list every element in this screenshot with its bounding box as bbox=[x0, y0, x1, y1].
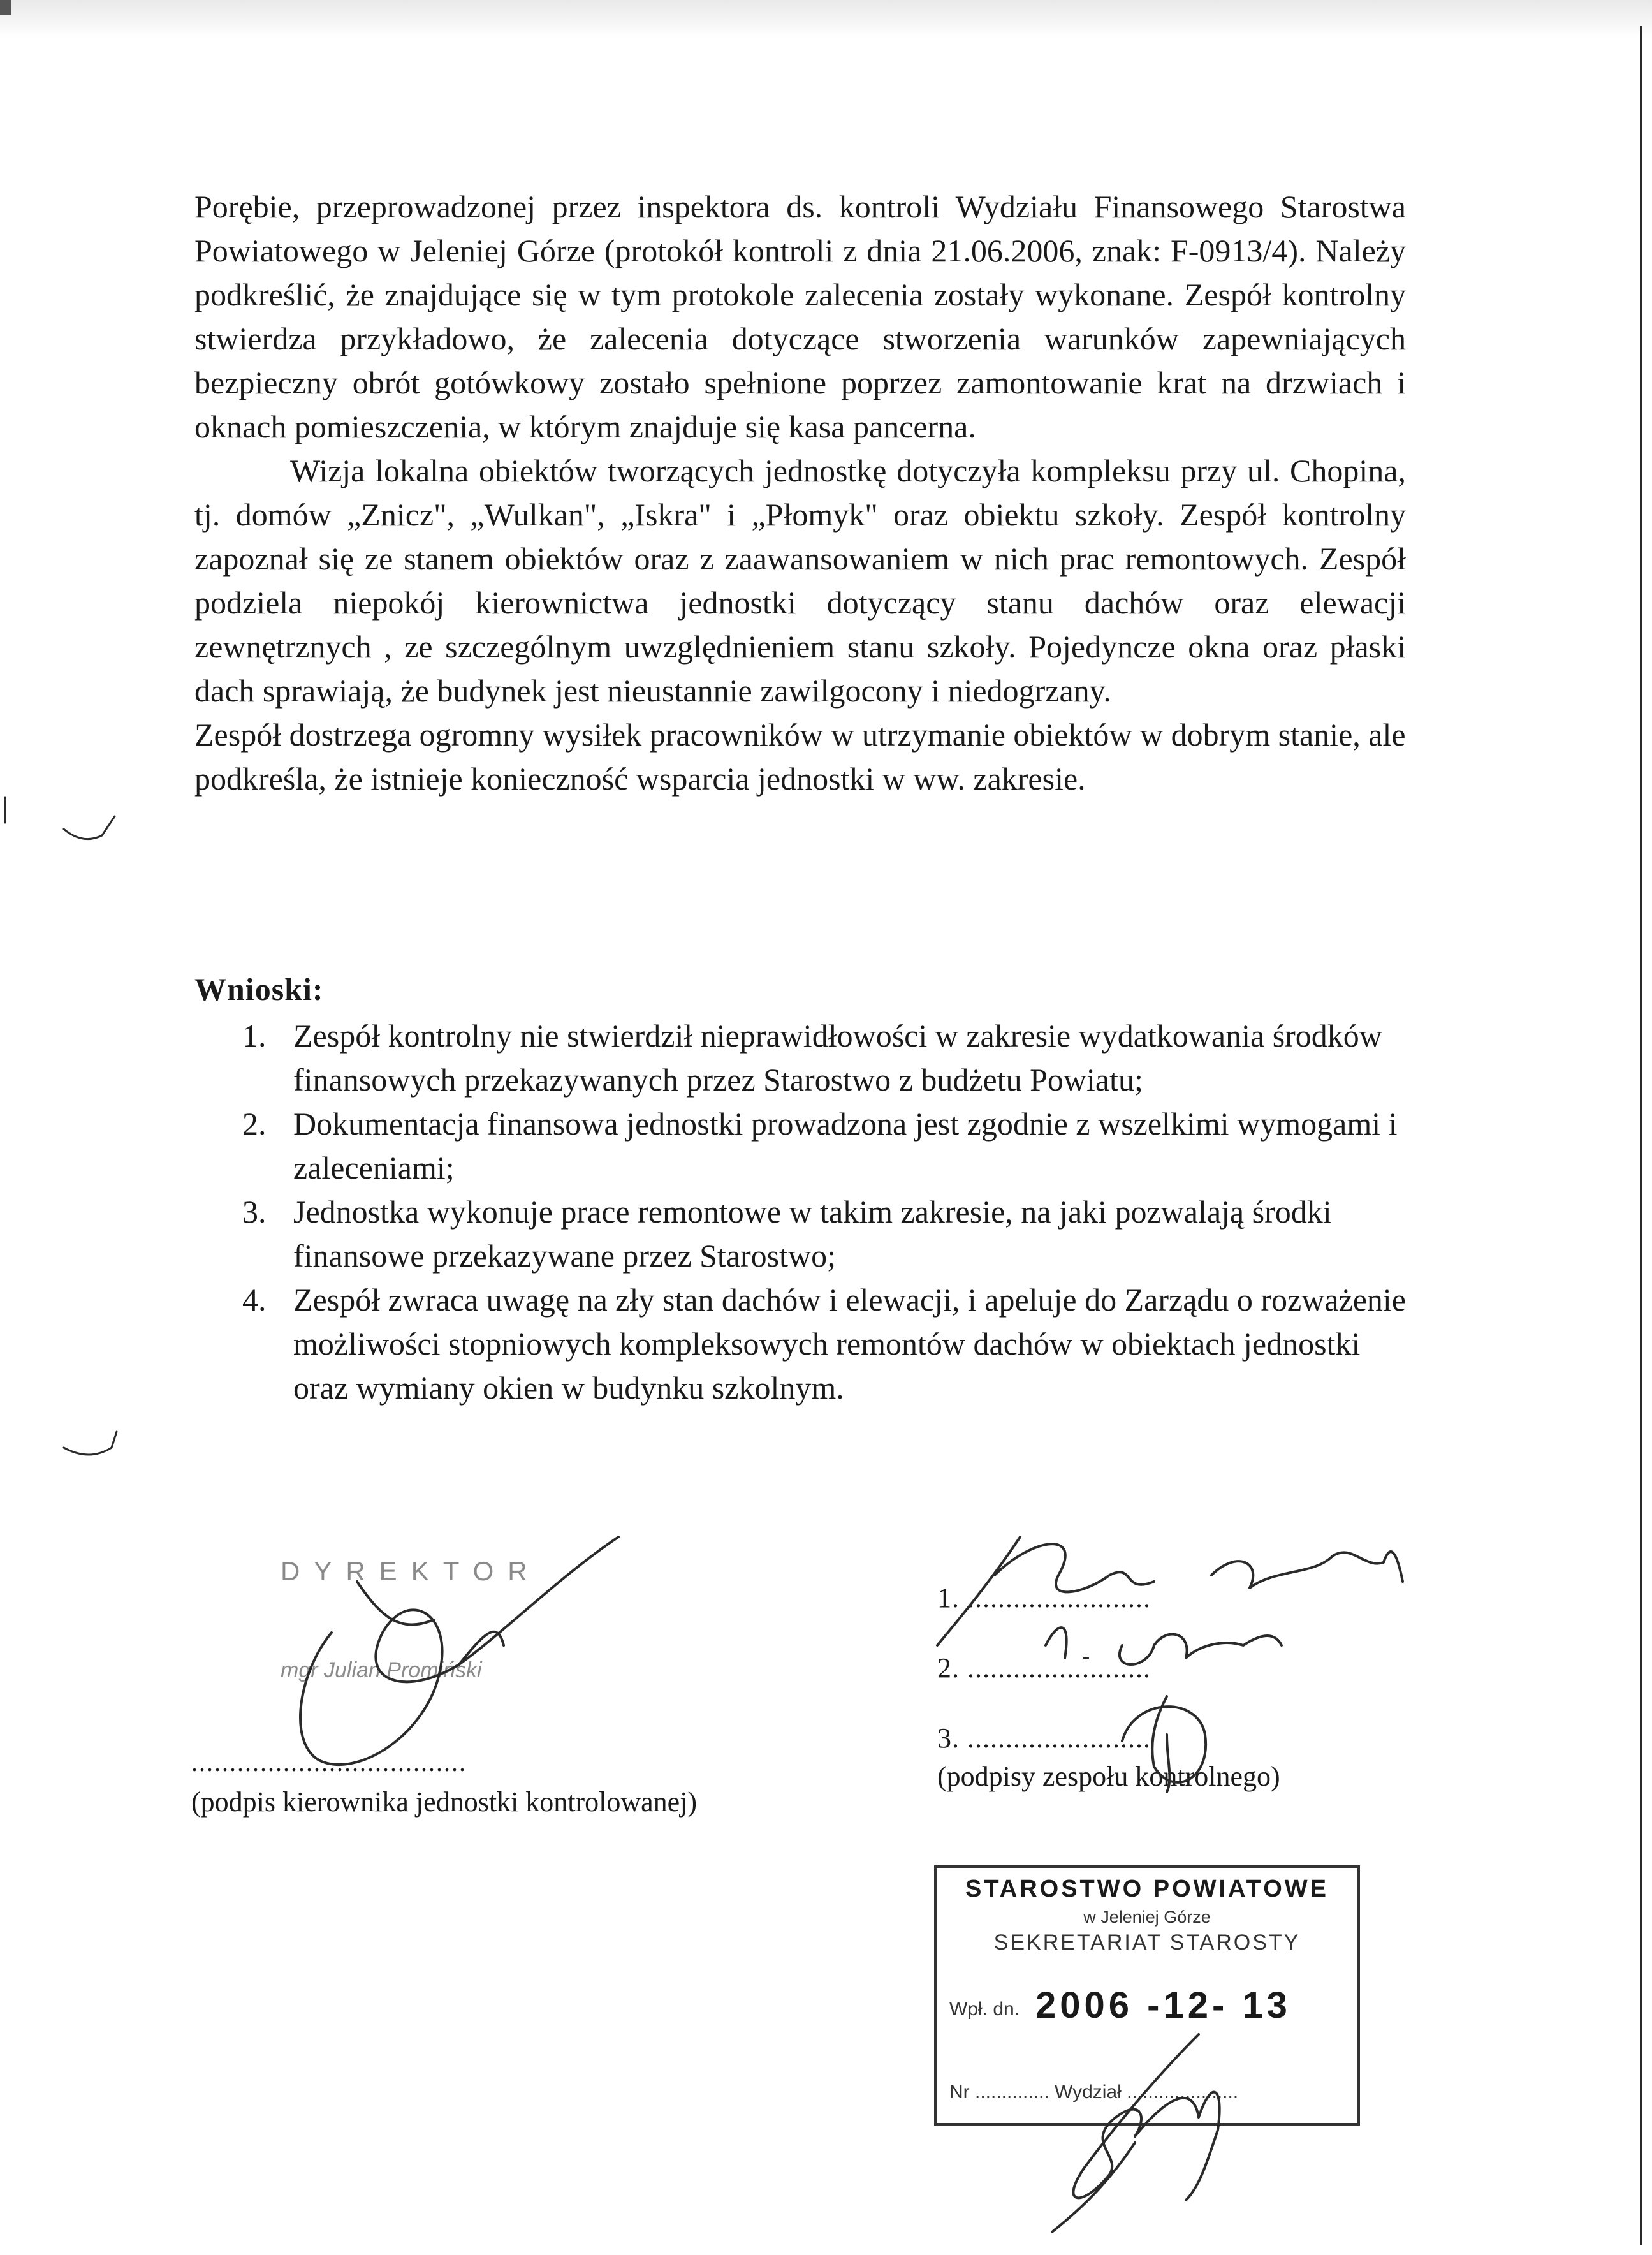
director-signature-caption: (podpis kierownika jednostki kontrolowanej) bbox=[191, 1786, 698, 1818]
margin-mark bbox=[64, 1432, 117, 1455]
scan-right-edge bbox=[1640, 26, 1642, 2245]
list-item bbox=[242, 1190, 1422, 1278]
paragraph-effort: Zespół dostrzega ogromny wysiłek pracowników w utrzymanie obiektów w dobrym stanie, ale podkreśla, że istnieje konieczność wsparcia jednostki w ww. zakresie. bbox=[194, 717, 1406, 797]
list-item bbox=[242, 1278, 1422, 1410]
margin-mark bbox=[64, 816, 115, 839]
stamp-date-label: Wpł. dn. bbox=[949, 1999, 1020, 2020]
team-member-line-2: 2. ........................ bbox=[937, 1652, 1151, 1684]
stamp-date: 2006 -12- 13 bbox=[1035, 1985, 1291, 2026]
list-text: Zespół kontrolny nie stwierdził nieprawidłowości w zakresie wydatkowania środków finansowych przekazywanych przez Starostwo z budżetu Powiatu; bbox=[293, 1018, 1382, 1098]
director-stamp-label: DYREKTOR bbox=[281, 1556, 541, 1586]
team-member-line-1: 1. ........................ bbox=[937, 1582, 1151, 1613]
list-text: Jednostka wykonuje prace remontowe w takim zakresie, na jaki pozwalają środki finansowe przekazywane przez Starostwo; bbox=[293, 1194, 1332, 1274]
scan-corner-mark bbox=[0, 0, 11, 15]
list-number: 4. bbox=[242, 1282, 267, 1318]
team-member-line-3: 3. ........................ bbox=[937, 1722, 1151, 1754]
paragraph-inspection: Porębie, przeprowadzonej przez inspektora ds. kontroli Wydziału Finansowego Starostwa Powiatowego w Jeleniej Górze (protokół kontroli z dnia 21.06.2006, znak: F-0913/4). Należy podkreślić, że znajdujące się w tym protokole zalecenia zostały wykonane. Zespół kontrolny stwierdza przykładowo, że zalecenia dotyczące stworzenia warunków zapewniających bezpieczny obrót gotówkowy zostało spełnione poprzez zamontowanie krat na drzwiach i oknach pomieszczenia, w którym znajduje się kasa pancerna. bbox=[194, 189, 1406, 444]
list-text: Zespół zwraca uwagę na zły stan dachów i elewacji, i apeluje do Zarządu o rozważenie możliwości stopniowych kompleksowych remontów dachów w obiektach jednostki oraz wymiany okien w budynku szkolnym. bbox=[293, 1282, 1406, 1406]
list-item bbox=[242, 1102, 1422, 1190]
conclusions-list bbox=[242, 1014, 1422, 1410]
team-signature-caption: (podpisy zespołu kontrolnego) bbox=[937, 1761, 1280, 1792]
list-number: 2. bbox=[242, 1106, 267, 1142]
list-number: 1. bbox=[242, 1018, 267, 1054]
team-signature-block bbox=[937, 1543, 1447, 1811]
list-item bbox=[242, 1014, 1422, 1102]
stamp-number-line: Nr .............. Wydział ..................... bbox=[949, 2082, 1239, 2103]
director-name: mgr Julian Promiński bbox=[281, 1658, 482, 1682]
stamp-title: STAROSTWO POWIATOWE bbox=[965, 1876, 1329, 1902]
list-number: 3. bbox=[242, 1194, 267, 1230]
document-body bbox=[194, 185, 1406, 801]
stamp-department: SEKRETARIAT STAROSTY bbox=[993, 1930, 1301, 1955]
director-signature-block bbox=[191, 1556, 829, 1837]
registry-stamp bbox=[934, 1865, 1360, 2126]
paragraph-site-visit: Wizja lokalna obiektów tworzących jednostkę dotyczyła kompleksu przy ul. Chopina, tj. domów „Znicz", „Wulkan", „Iskra" i „Płomyk" oraz obiektu szkoły. Zespół kontrolny zapoznał się ze stanem obiektów oraz z zaawansowaniem w nich prac remontowych. Zespół podziela niepokój kierownictwa jednostki dotyczący stanu dachów oraz elewacji zewnętrznych , ze szczególnym uwzględnieniem stanu szkoły. Pojedyncze okna oraz płaski dach sprawiają, że budynek jest nieustannie zawilgocony i niedogrzany. bbox=[194, 453, 1406, 709]
director-signature-line: .................................... bbox=[191, 1748, 467, 1777]
list-text: Dokumentacja finansowa jednostki prowadzona jest zgodnie z wszelkimi wymogami i zaleceniami; bbox=[293, 1106, 1398, 1186]
stamp-city: w Jeleniej Górze bbox=[1083, 1907, 1211, 1927]
scan-top-shade bbox=[0, 0, 1652, 38]
conclusions-heading: Wnioski: bbox=[194, 971, 324, 1007]
